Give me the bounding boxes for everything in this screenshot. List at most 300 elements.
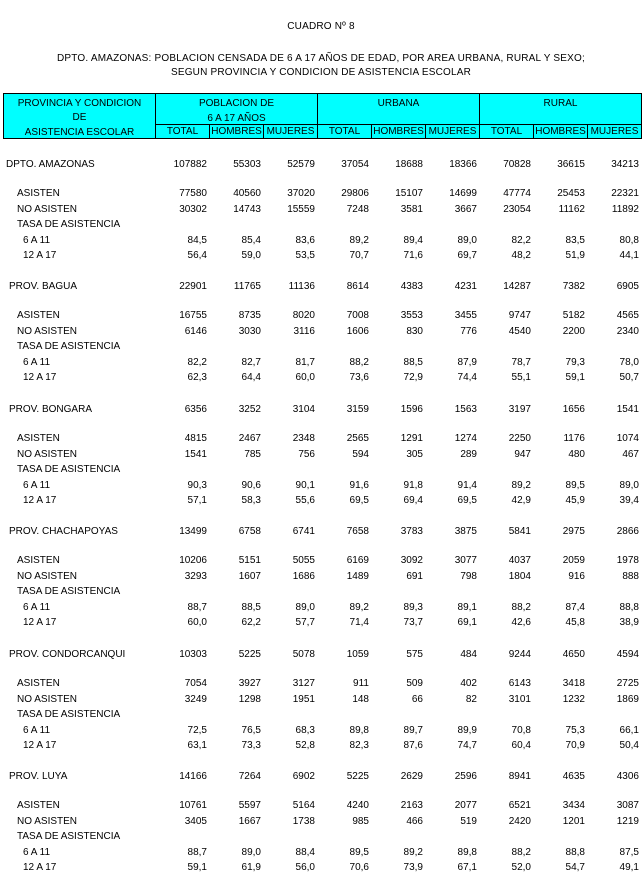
cell-value: 480 <box>568 449 585 460</box>
table-row <box>0 219 642 233</box>
cell-value: 89,9 <box>457 725 477 736</box>
cell-value: 59,1 <box>187 862 207 873</box>
cell-value: 5225 <box>238 649 261 660</box>
cell-value: 2348 <box>292 433 315 444</box>
cell-value: 1738 <box>292 816 315 827</box>
row-label: ASISTEN <box>17 188 60 199</box>
cell-value: 90,1 <box>295 480 315 491</box>
cell-value: 7248 <box>346 204 369 215</box>
cell-value: 69,7 <box>457 250 477 261</box>
row-label: 6 A 11 <box>23 602 51 613</box>
cell-value: 594 <box>352 449 369 460</box>
row-label: TASA DE ASISTENCIA <box>17 219 121 230</box>
cell-value: 89,0 <box>457 235 477 246</box>
cell-value: 45,8 <box>565 617 585 628</box>
cell-value: 56,4 <box>187 250 207 261</box>
cell-value: 82 <box>465 694 477 705</box>
cell-value: 90,6 <box>241 480 261 491</box>
cell-value: 11765 <box>233 281 261 292</box>
cell-value: 91,4 <box>457 480 477 491</box>
cell-value: 4240 <box>346 800 369 811</box>
cell-value: 39,4 <box>619 495 639 506</box>
cell-value: 6905 <box>616 281 639 292</box>
table-row <box>0 800 642 814</box>
cell-value: 10206 <box>179 555 207 566</box>
cell-value: 3127 <box>292 678 315 689</box>
cell-value: 14287 <box>503 281 531 292</box>
cell-value: 73,9 <box>403 862 423 873</box>
cell-value: 89,0 <box>295 602 315 613</box>
row-label: TASA DE ASISTENCIA <box>17 341 121 352</box>
cell-value: 1804 <box>508 571 531 582</box>
table-row <box>0 449 642 463</box>
cell-value: 1232 <box>562 694 585 705</box>
cell-value: 11162 <box>558 204 585 215</box>
cell-value: 71,4 <box>349 617 369 628</box>
table-row <box>0 341 642 355</box>
column-header: MUJERES <box>266 126 315 137</box>
table-row <box>0 433 642 447</box>
cell-value: 69,4 <box>403 495 423 506</box>
cell-value: 88,5 <box>403 357 423 368</box>
cell-value: 77580 <box>179 188 207 199</box>
header-urbana: URBANA <box>377 98 420 109</box>
table-row <box>0 586 642 600</box>
table-row <box>0 617 642 631</box>
cell-value: 107882 <box>173 159 207 170</box>
row-label: ASISTEN <box>17 678 60 689</box>
cell-value: 76,5 <box>241 725 261 736</box>
cell-value: 72,9 <box>403 372 423 383</box>
cell-value: 70,8 <box>511 725 531 736</box>
cell-value: 68,3 <box>295 725 315 736</box>
cell-value: 59,0 <box>241 250 261 261</box>
row-label: 12 A 17 <box>23 250 57 261</box>
cell-value: 15107 <box>395 188 423 199</box>
cell-value: 89,3 <box>403 602 423 613</box>
cell-value: 4231 <box>454 281 477 292</box>
cell-value: 30302 <box>179 204 207 215</box>
cell-value: 7264 <box>238 771 261 782</box>
cell-value: 289 <box>460 449 477 460</box>
cell-value: 3553 <box>400 310 423 321</box>
cell-value: 89,8 <box>349 725 369 736</box>
cell-value: 87,4 <box>565 602 585 613</box>
cell-value: 5841 <box>508 526 531 537</box>
table-row <box>0 372 642 386</box>
cell-value: 3249 <box>184 694 207 705</box>
table-row <box>0 740 642 754</box>
cell-value: 89,2 <box>349 235 369 246</box>
cell-value: 64,4 <box>241 372 261 383</box>
cell-value: 466 <box>406 816 423 827</box>
cell-value: 6758 <box>238 526 261 537</box>
column-header: HOMBRES <box>535 126 586 137</box>
cell-value: 37054 <box>341 159 369 170</box>
cell-value: 3418 <box>562 678 585 689</box>
table-row <box>0 555 642 569</box>
cell-value: 4594 <box>616 649 639 660</box>
cell-value: 60,0 <box>295 372 315 383</box>
row-label: NO ASISTEN <box>17 449 78 460</box>
cell-value: 1606 <box>346 326 369 337</box>
cell-value: 947 <box>514 449 531 460</box>
table-title-line1: DPTO. AMAZONAS: POBLACION CENSADA DE 6 A 17 AÑOS DE EDAD, POR AREA URBANA, RURAL Y SEXO; <box>57 53 585 64</box>
cell-value: 1541 <box>616 404 639 415</box>
cell-value: 2250 <box>508 433 531 444</box>
table-row <box>0 725 642 739</box>
table-row <box>0 816 642 830</box>
cell-value: 89,4 <box>403 235 423 246</box>
cell-value: 4383 <box>400 281 423 292</box>
table-row <box>0 204 642 218</box>
cell-value: 2975 <box>562 526 585 537</box>
cell-value: 55303 <box>233 159 261 170</box>
table-row <box>0 235 642 249</box>
cell-value: 88,8 <box>619 602 639 613</box>
row-label: DPTO. AMAZONAS <box>6 159 95 170</box>
table-row <box>0 464 642 478</box>
cell-value: 3667 <box>454 204 477 215</box>
cell-value: 59,1 <box>565 372 585 383</box>
cell-value: 3159 <box>346 404 369 415</box>
cell-value: 402 <box>460 678 477 689</box>
table-row <box>0 678 642 692</box>
cell-value: 3197 <box>508 404 531 415</box>
column-header: TOTAL <box>166 126 199 137</box>
cell-value: 89,1 <box>457 602 477 613</box>
cell-value: 5225 <box>346 771 369 782</box>
cell-value: 10761 <box>179 800 207 811</box>
cell-value: 51,9 <box>565 250 585 261</box>
row-label: 12 A 17 <box>23 372 57 383</box>
row-label: NO ASISTEN <box>17 204 78 215</box>
cell-value: 73,3 <box>241 740 261 751</box>
cell-value: 89,2 <box>349 602 369 613</box>
cell-value: 3927 <box>238 678 261 689</box>
cell-value: 45,9 <box>565 495 585 506</box>
cell-value: 7008 <box>346 310 369 321</box>
cell-value: 5055 <box>292 555 315 566</box>
cell-value: 11136 <box>288 281 315 292</box>
cell-value: 52,8 <box>295 740 315 751</box>
cell-value: 6169 <box>346 555 369 566</box>
row-label: 12 A 17 <box>23 740 57 751</box>
cell-value: 7054 <box>184 678 207 689</box>
cell-value: 25453 <box>557 188 585 199</box>
table-row <box>0 310 642 324</box>
cell-value: 60,0 <box>187 617 207 628</box>
cell-value: 1978 <box>616 555 639 566</box>
cell-value: 3455 <box>454 310 477 321</box>
cell-value: 6356 <box>184 404 207 415</box>
cell-value: 1298 <box>238 694 261 705</box>
cell-value: 34213 <box>611 159 639 170</box>
table-row <box>0 250 642 264</box>
cell-value: 58,3 <box>241 495 261 506</box>
cell-value: 4306 <box>616 771 639 782</box>
header-col1-line2: DE <box>72 112 87 123</box>
cell-value: 88,7 <box>187 847 207 858</box>
cell-value: 2565 <box>346 433 369 444</box>
cell-value: 61,9 <box>241 862 261 873</box>
table-row <box>0 602 642 616</box>
cell-value: 73,6 <box>349 372 369 383</box>
cell-value: 72,5 <box>187 725 207 736</box>
row-label: PROV. BAGUA <box>9 281 77 292</box>
cell-value: 776 <box>460 326 477 337</box>
cell-value: 52,0 <box>511 862 531 873</box>
cell-value: 519 <box>460 816 477 827</box>
cell-value: 1667 <box>238 816 261 827</box>
cell-value: 40560 <box>233 188 261 199</box>
cell-value: 5151 <box>238 555 261 566</box>
table-row <box>0 694 642 708</box>
cell-value: 85,4 <box>241 235 261 246</box>
row-label: NO ASISTEN <box>17 694 78 705</box>
cell-value: 6143 <box>508 678 531 689</box>
cell-value: 48,2 <box>511 250 531 261</box>
cell-value: 3405 <box>184 816 207 827</box>
cell-value: 88,2 <box>349 357 369 368</box>
cell-value: 89,7 <box>403 725 423 736</box>
row-label: ASISTEN <box>17 800 60 811</box>
cell-value: 1607 <box>238 571 261 582</box>
cell-value: 1541 <box>184 449 207 460</box>
row-label: ASISTEN <box>17 555 60 566</box>
cell-value: 36615 <box>557 159 585 170</box>
header-col1-line3: ASISTENCIA ESCOLAR <box>24 127 135 138</box>
row-label: 12 A 17 <box>23 617 57 628</box>
cell-value: 71,6 <box>403 250 423 261</box>
cell-value: 7382 <box>562 281 585 292</box>
cell-value: 1219 <box>616 816 639 827</box>
cell-value: 56,0 <box>295 862 315 873</box>
cell-value: 2725 <box>616 678 639 689</box>
cell-value: 1074 <box>616 433 639 444</box>
column-header: MUJERES <box>590 126 639 137</box>
cell-value: 3104 <box>292 404 315 415</box>
row-label: 6 A 11 <box>23 235 51 246</box>
row-label: TASA DE ASISTENCIA <box>17 709 121 720</box>
cell-value: 23054 <box>503 204 531 215</box>
cell-value: 66 <box>411 694 423 705</box>
cell-value: 2629 <box>400 771 423 782</box>
cell-value: 18366 <box>449 159 477 170</box>
cell-value: 44,1 <box>619 250 639 261</box>
cell-value: 1059 <box>346 649 369 660</box>
cell-value: 1201 <box>562 816 585 827</box>
table-row <box>0 709 642 723</box>
cell-value: 3101 <box>508 694 531 705</box>
cell-value: 2467 <box>238 433 261 444</box>
cell-value: 8941 <box>508 771 531 782</box>
cell-value: 69,1 <box>457 617 477 628</box>
cell-value: 1291 <box>400 433 423 444</box>
cell-value: 467 <box>622 449 639 460</box>
cell-value: 785 <box>244 449 261 460</box>
table-group-row <box>0 404 642 418</box>
cell-value: 62,3 <box>187 372 207 383</box>
cell-value: 66,1 <box>619 725 639 736</box>
cell-value: 3783 <box>400 526 423 537</box>
cell-value: 78,0 <box>619 357 639 368</box>
column-header: HOMBRES <box>373 126 424 137</box>
row-label: 6 A 11 <box>23 725 51 736</box>
cell-value: 10303 <box>179 649 207 660</box>
cell-value: 691 <box>406 571 423 582</box>
cell-value: 75,3 <box>565 725 585 736</box>
cell-value: 87,6 <box>403 740 423 751</box>
row-label: 12 A 17 <box>23 495 57 506</box>
cell-value: 3030 <box>238 326 261 337</box>
table-row <box>0 571 642 585</box>
cell-value: 3092 <box>400 555 423 566</box>
cell-value: 2340 <box>616 326 639 337</box>
cell-value: 82,2 <box>187 357 207 368</box>
cell-value: 985 <box>352 816 369 827</box>
cell-value: 3087 <box>616 800 639 811</box>
cell-value: 7658 <box>346 526 369 537</box>
cell-value: 4037 <box>508 555 531 566</box>
cell-value: 5597 <box>238 800 261 811</box>
cell-value: 830 <box>406 326 423 337</box>
row-label: ASISTEN <box>17 310 60 321</box>
column-header: TOTAL <box>490 126 523 137</box>
cell-value: 18688 <box>395 159 423 170</box>
cell-value: 8020 <box>292 310 315 321</box>
header-poblacion: POBLACION DE <box>198 98 275 109</box>
cell-value: 798 <box>460 571 477 582</box>
cell-value: 81,7 <box>295 357 315 368</box>
cell-value: 89,8 <box>457 847 477 858</box>
cell-value: 3434 <box>562 800 585 811</box>
cell-value: 55,1 <box>511 372 531 383</box>
cell-value: 29806 <box>341 188 369 199</box>
row-label: 6 A 11 <box>23 357 51 368</box>
cell-value: 148 <box>352 694 369 705</box>
cell-value: 90,3 <box>187 480 207 491</box>
cell-value: 80,8 <box>619 235 639 246</box>
row-label: PROV. CHACHAPOYAS <box>9 526 118 537</box>
cell-value: 78,7 <box>511 357 531 368</box>
cell-value: 47774 <box>503 188 531 199</box>
table-group-row <box>0 649 642 663</box>
cell-value: 42,9 <box>511 495 531 506</box>
cell-value: 1951 <box>292 694 315 705</box>
table-row <box>0 357 642 371</box>
cell-value: 6741 <box>292 526 315 537</box>
cell-value: 4540 <box>508 326 531 337</box>
cell-value: 91,8 <box>403 480 423 491</box>
cell-value: 4565 <box>616 310 639 321</box>
cell-value: 70,7 <box>349 250 369 261</box>
cell-value: 57,1 <box>187 495 207 506</box>
row-label: 6 A 11 <box>23 847 51 858</box>
cell-value: 55,6 <box>295 495 315 506</box>
cell-value: 6521 <box>508 800 531 811</box>
cell-value: 2866 <box>616 526 639 537</box>
table-group-row <box>0 526 642 540</box>
row-label: 6 A 11 <box>23 480 51 491</box>
cell-value: 2596 <box>454 771 477 782</box>
cell-value: 5182 <box>562 310 585 321</box>
row-label: TASA DE ASISTENCIA <box>17 464 121 475</box>
cell-value: 83,5 <box>565 235 585 246</box>
cell-value: 91,6 <box>349 480 369 491</box>
cell-value: 82,3 <box>349 740 369 751</box>
column-header: HOMBRES <box>211 126 262 137</box>
cell-value: 57,7 <box>295 617 315 628</box>
table-group-row <box>0 159 642 173</box>
table-number: CUADRO Nº 8 <box>287 21 355 32</box>
table-row <box>0 480 642 494</box>
table-row <box>0 831 642 845</box>
cell-value: 575 <box>406 649 423 660</box>
cell-value: 509 <box>406 678 423 689</box>
cell-value: 88,5 <box>241 602 261 613</box>
row-label: NO ASISTEN <box>17 816 78 827</box>
cell-value: 2059 <box>562 555 585 566</box>
cell-value: 14166 <box>179 771 207 782</box>
header-col1-line1: PROVINCIA Y CONDICION <box>17 98 142 109</box>
cell-value: 89,0 <box>619 480 639 491</box>
cell-value: 6146 <box>184 326 207 337</box>
cell-value: 89,2 <box>511 480 531 491</box>
header-rural: RURAL <box>543 98 578 109</box>
cell-value: 63,1 <box>187 740 207 751</box>
header-age-range: 6 A 17 AÑOS <box>207 113 266 124</box>
cell-value: 4635 <box>562 771 585 782</box>
row-label: PROV. CONDORCANQUI <box>9 649 126 660</box>
cell-value: 60,4 <box>511 740 531 751</box>
cell-value: 89,2 <box>403 847 423 858</box>
cell-value: 2200 <box>562 326 585 337</box>
cell-value: 82,7 <box>241 357 261 368</box>
cell-value: 52579 <box>287 159 315 170</box>
cell-value: 88,8 <box>565 847 585 858</box>
cell-value: 22901 <box>179 281 207 292</box>
cell-value: 11892 <box>611 204 639 215</box>
cell-value: 3077 <box>454 555 477 566</box>
cell-value: 87,5 <box>619 847 639 858</box>
cell-value: 62,2 <box>241 617 261 628</box>
cell-value: 756 <box>298 449 315 460</box>
cell-value: 1656 <box>562 404 585 415</box>
cell-value: 9747 <box>508 310 531 321</box>
cell-value: 37020 <box>287 188 315 199</box>
table-row <box>0 188 642 202</box>
cell-value: 1274 <box>454 433 477 444</box>
cell-value: 2163 <box>400 800 423 811</box>
cell-value: 13499 <box>179 526 207 537</box>
cell-value: 4650 <box>562 649 585 660</box>
row-label: PROV. BONGARA <box>9 404 92 415</box>
cell-value: 70,6 <box>349 862 369 873</box>
column-header: MUJERES <box>428 126 477 137</box>
cell-value: 8735 <box>238 310 261 321</box>
cell-value: 79,3 <box>565 357 585 368</box>
cell-value: 88,2 <box>511 602 531 613</box>
row-label: PROV. LUYA <box>9 771 68 782</box>
table-row <box>0 847 642 861</box>
row-label: NO ASISTEN <box>17 326 78 337</box>
cell-value: 22321 <box>611 188 639 199</box>
cell-value: 916 <box>568 571 585 582</box>
cell-value: 53,5 <box>295 250 315 261</box>
cell-value: 14743 <box>233 204 261 215</box>
cell-value: 9244 <box>508 649 531 660</box>
